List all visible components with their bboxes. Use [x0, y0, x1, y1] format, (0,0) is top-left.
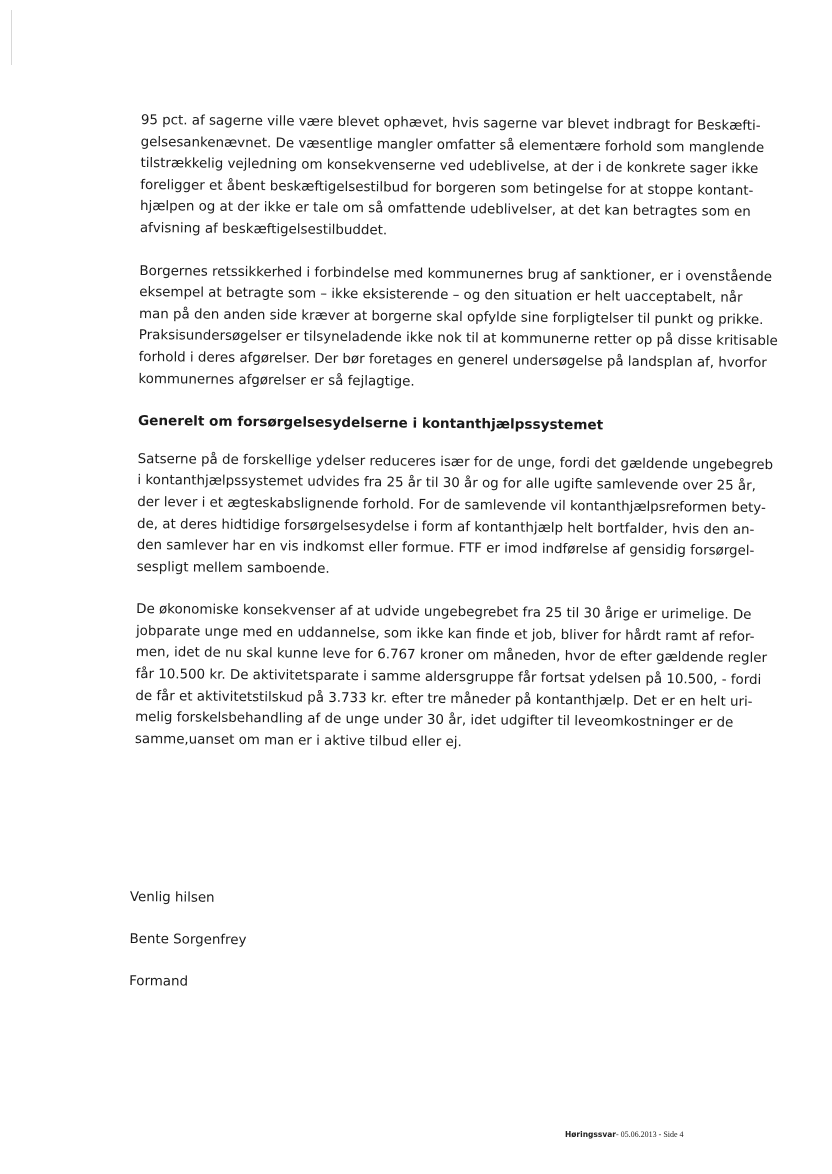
- text-line: Borgernes retssikkerhed i forbindelse med kommunernes brug af sanktioner, er i ovenstående: [139, 263, 773, 285]
- closing-greeting: Venlig hilsen: [129, 889, 215, 906]
- text-line: forhold i deres afgørelser. Der bør foretages en generel undersøgelse på landsplan af, hvorfor: [138, 349, 767, 371]
- text-line: kommunernes afgørelser er så fejlagtige.: [138, 371, 415, 390]
- letter-closing: [129, 888, 247, 1015]
- signatory-name: Bente Sorgenfrey: [129, 931, 247, 949]
- footer-label: Høringssvar: [565, 1130, 616, 1139]
- text-line: foreligger et åbent beskæftigelsestilbud for borgeren som betingelse for at stoppe kontant-: [140, 177, 754, 199]
- text-line: der lever i et ægteskabslignende forhold. For de samlevende vil kontanthjælpsreformen bety-: [137, 494, 766, 516]
- text-line: jobparate unge med en uddannelse, som ikke kan finde et job, bliver for hårdt ramt af refor-: [135, 623, 755, 645]
- section-heading: Generelt om forsørgelsesydelserne i kontanthjælpssystemet: [137, 413, 604, 434]
- text-line: får 10.500 kr. De aktivitetsparate i samme aldersgruppe får fortsat ydelsen på 10.500, - fordi: [135, 667, 762, 689]
- text-line: hjælpen og at der ikke er tale om så omfattende udeblivelser, at det kan betragtes som en: [139, 199, 751, 221]
- text-line: eksempel at betragte som – ikke eksisterende – og den situation er helt uacceptabelt, når: [139, 285, 743, 306]
- text-line: melig forskelsbehandling af de unge under 30 år, idet udgifter til leveomkostninger er de: [135, 710, 734, 731]
- text-line: 95 pct. af sagerne ville være blevet ophævet, hvis sagerne var blevet indbragt for Beskæfti-: [140, 112, 761, 134]
- paragraph-legal-security: [138, 261, 778, 396]
- page-footer: [565, 1130, 684, 1139]
- text-line: i kontanthjælpssystemet udvides fra 25 år til 30 år og for alle ugifte samlevende over 25 år,: [137, 473, 756, 495]
- text-line: man på den anden side kræver at borgerne skal opfylde sine forpligtelser til punkt og prikke.: [138, 306, 764, 328]
- text-line: afvisning af beskæftigelsestilbuddet.: [139, 220, 388, 239]
- paragraph-sanction-cases: [139, 110, 765, 245]
- scan-edge-mark: [11, 10, 12, 65]
- text-line: samme,uanset om man er i aktive tilbud eller ej.: [134, 731, 462, 750]
- text-line: sespligt mellem samboende.: [136, 559, 330, 577]
- paragraph-rates: [136, 449, 774, 584]
- text-line: Praksisundersøgelser er tilsyneladende ikke nok til at kommunerne retter op på disse kritisable: [138, 328, 778, 350]
- letter-body: [134, 110, 778, 777]
- text-line: Satserne på de forskellige ydelser reduceres især for de unge, fordi det gældende ungebegreb: [137, 451, 774, 473]
- text-line: tilstrækkelig vejledning om konsekvenserne ved udeblivelse, at der i de konkrete sager ikke: [140, 156, 759, 178]
- footer-info: - 05.06.2013 - Side 4: [615, 1130, 684, 1139]
- text-line: men, idet de nu skal kunne leve for 6.767 kroner om måneden, hvor de efter gældende regler: [135, 645, 768, 667]
- text-line: de får et aktivitetstilskud på 3.733 kr. efter tre måneder på kontanthjælp. Det er en helt uri-: [135, 688, 753, 710]
- text-line: den samlever har en vis indkomst eller formue. FTF er imod indførelse af gensidig forsørgel-: [136, 538, 755, 560]
- text-line: De økonomiske konsekvenser af at udvide ungebegrebet fra 25 til 30 årige er urimelige. De: [136, 602, 752, 624]
- signatory-title: Formand: [129, 973, 189, 990]
- paragraph-economic-consequences: [134, 599, 768, 756]
- text-line: de, at deres hidtidige forsørgelsesydelse i form af kontanthjælp helt bortfalder, hvis den an-: [136, 516, 755, 538]
- text-line: gelsesankenævnet. De væsentlige mangler omfatter så elementære forhold som manglende: [140, 134, 765, 156]
